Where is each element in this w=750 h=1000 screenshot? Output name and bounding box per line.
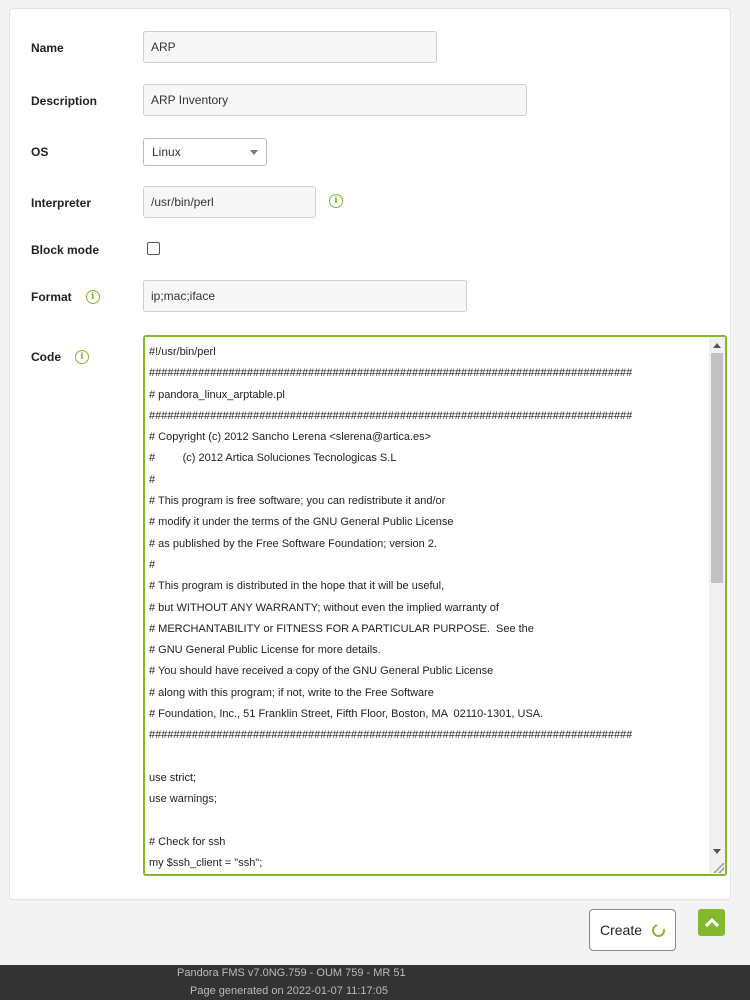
code-line: # This program is free software; you can redistribute it and/or [149,495,446,508]
format-input[interactable] [143,280,467,312]
code-line: # modify it under the terms of the GNU General Public License [149,516,454,529]
description-label: Description [31,94,98,108]
code-line: ############################################################################### [149,409,633,422]
name-input[interactable] [143,31,437,63]
code-line: ############################################################################### [149,729,633,742]
code-line: # [149,558,156,571]
create-button-label: Create [599,922,643,938]
code-line: # Check for ssh [149,835,226,848]
code-line: # pandora_linux_arptable.pl [149,388,285,401]
interpreter-info-icon[interactable]: i [329,194,343,208]
create-button[interactable] [589,909,676,951]
interpreter-input[interactable] [143,186,316,218]
format-info-icon[interactable]: i [86,290,100,304]
footer-version: Pandora FMS v7.0NG.759 - OUM 759 - MR 51 [177,967,406,979]
resize-handle-icon[interactable] [714,863,724,873]
code-line: ############################################################################### [149,367,633,380]
go-to-top-button[interactable] [698,909,725,936]
format-label: Format i [31,290,100,304]
chevron-down-icon [250,150,258,155]
code-line: # as published by the Free Software Foundation; version 2. [149,537,438,550]
code-content [149,342,707,874]
os-select-value: Linux [152,145,181,159]
code-info-icon[interactable]: i [75,350,89,364]
footer-generated: Page generated on 2022-01-07 11:17:05 [190,985,388,997]
block-mode-checkbox[interactable] [147,242,160,255]
code-line: # [149,473,156,486]
code-line: # (c) 2012 Artica Soluciones Tecnologicas S.L [149,452,397,465]
code-line: # MERCHANTABILITY or FITNESS FOR A PARTICULAR PURPOSE. See the [149,622,534,635]
code-line: # GNU General Public License for more details. [149,644,381,657]
code-line: # Copyright (c) 2012 Sancho Lerena <slerena@artica.es> [149,431,432,444]
code-line: my $ssh_client = "ssh"; [149,857,263,870]
interpreter-label: Interpreter [31,196,92,210]
chevron-up-icon [704,918,718,932]
os-label: OS [31,145,49,159]
code-line: # along with this program; if not, write to the Free Software [149,686,434,699]
code-line: # You should have received a copy of the GNU General Public License [149,665,494,678]
refresh-icon [650,921,668,939]
footer [0,965,750,1000]
scroll-thumb[interactable] [711,353,723,583]
code-line [149,747,707,768]
code-line: use strict; [149,771,197,784]
name-label: Name [31,41,64,55]
code-line: # This program is distributed in the hope that it will be useful, [149,580,445,593]
scroll-up-icon[interactable] [713,343,721,348]
code-line: #!/usr/bin/perl [149,346,216,358]
block-mode-label: Block mode [31,243,100,257]
code-scrollbar[interactable] [709,337,725,874]
scroll-down-icon[interactable] [713,849,721,854]
code-textarea[interactable] [143,335,727,876]
code-line: # Foundation, Inc., 51 Franklin Street, Fifth Floor, Boston, MA 02110-1301, USA. [149,708,544,721]
code-label: Code i [31,350,89,364]
module-form-card [9,8,731,900]
code-line: # but WITHOUT ANY WARRANTY; without even the implied warranty of [149,601,499,614]
description-input[interactable] [143,84,527,116]
code-line: use warnings; [149,793,217,806]
os-select[interactable] [143,138,267,166]
code-line [149,811,707,832]
